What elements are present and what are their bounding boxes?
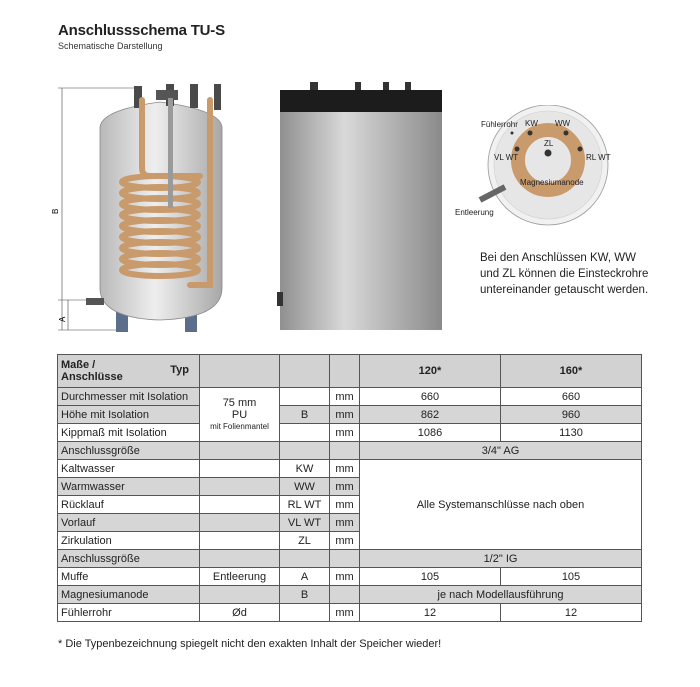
- table-header-row: [58, 355, 642, 388]
- table-row: Höhe mit Isolation B mm 862 960: [58, 406, 642, 424]
- table-row: Rücklauf RL WT mm: [58, 496, 642, 514]
- page-subtitle: Schematische Darstellung: [58, 41, 163, 51]
- label-entleerung: Entleerung: [455, 208, 494, 217]
- table-row: Magnesiumanode B je nach Modellausführung: [58, 586, 642, 604]
- header-120: 120*: [360, 355, 501, 388]
- table-row: Warmwasser WW mm: [58, 478, 642, 496]
- tank-exterior-diagram: [275, 80, 445, 335]
- table-row: Durchmesser mit Isolation 75 mm PU mit Folienmantel mm 660 660: [58, 388, 642, 406]
- merged-system-note: Alle Systemanschlüsse nach oben: [360, 460, 642, 550]
- isolation-cell: 75 mm PU mit Folienmantel: [200, 388, 280, 442]
- tank-cutaway-diagram: [50, 80, 250, 335]
- header-masse-anschluesse: Maße / Anschlüsse Typ: [58, 355, 200, 388]
- table-row: Muffe Entleerung A mm 105 105: [58, 568, 642, 586]
- label-zl: ZL: [544, 139, 554, 148]
- page-title: Anschlussschema TU-S: [58, 22, 225, 39]
- dimension-b-label: B: [51, 208, 60, 214]
- table-row: Kaltwasser KW mm Alle Systemanschlüsse nach oben: [58, 460, 642, 478]
- table-row: Zirkulation ZL mm: [58, 532, 642, 550]
- label-rl-wt: RL WT: [586, 153, 611, 162]
- label-magnesiumanode: Magnesiumanode: [520, 178, 584, 187]
- dimension-a-label: A: [58, 316, 67, 322]
- spec-table: [57, 354, 642, 622]
- connection-note: Bei den Anschlüssen KW, WW und ZL können die Einsteckrohre untereinander getauscht werden.: [480, 252, 649, 296]
- label-ww: WW: [555, 119, 571, 128]
- table-row: Anschlussgröße 3/4" AG: [58, 442, 642, 460]
- label-vl-wt: VL WT: [494, 153, 519, 162]
- table-row: Vorlauf VL WT mm: [58, 514, 642, 532]
- label-kw: KW: [525, 119, 538, 128]
- footnote: * Die Typenbezeichnung spiegelt nicht den exakten Inhalt der Speicher wieder!: [58, 638, 442, 650]
- table-row: Fühlerrohr Ød mm 12 12: [58, 604, 642, 622]
- table-row: Kippmaß mit Isolation mm 1086 1130: [58, 424, 642, 442]
- top-view-diagram: [450, 105, 630, 235]
- header-160: 160*: [501, 355, 642, 388]
- table-row: Anschlussgröße 1/2" IG: [58, 550, 642, 568]
- header-typ: Typ: [170, 364, 189, 376]
- label-fuehlerrohr: Fühlerrohr: [481, 120, 518, 129]
